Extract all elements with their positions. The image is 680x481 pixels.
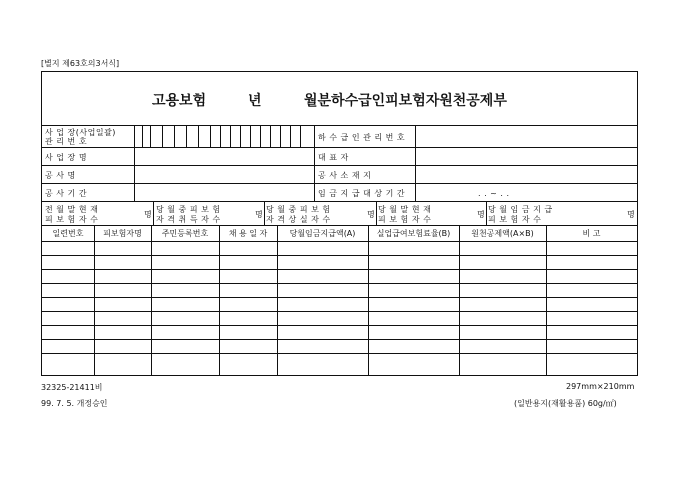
count-month-end-line1: 당 월 말 현 재 [378,205,432,214]
biz-name-field[interactable] [135,148,314,165]
count-lost-unit: 명 [367,210,376,219]
subcontractor-no-label: 하 수 급 인 관 리 번 호 [318,133,406,142]
biz-mgmt-no-field[interactable] [134,126,314,147]
form-number-label: [별지 제63호의3서식] [41,59,120,68]
representative-label: 대 표 자 [318,153,349,162]
title-year: 년 [248,93,262,109]
row-business-name [42,148,637,166]
count-acquired-line2: 자 격 취 득 자 수 [156,215,221,224]
header-withholding: 원천공제액(A×B) [471,229,534,238]
biz-name-label: 사 업 장 명 [45,153,88,162]
paper-size: 297mm×210mm [566,382,635,391]
approval-date: 99. 7. 5. 개정승인 [41,399,108,408]
construction-period-label: 공 사 기 간 [45,189,88,198]
count-prev-month-unit: 명 [144,210,153,219]
count-acquired-unit: 명 [255,210,264,219]
count-month-end-unit: 명 [477,210,486,219]
paper-spec: (일반용지(재활용품) 60g/㎡) [514,399,617,408]
count-prev-month-line2: 피 보 험 자 수 [45,215,99,224]
title-register: 월분하수급인피보험자원천공제부 [304,93,507,109]
header-hire-date: 채 용 일 자 [228,229,268,238]
count-lost-line1: 당 월 중 피 보 험 [266,205,331,214]
representative-field[interactable] [416,148,637,165]
count-paid-line1: 당 월 임 금 지 급 [488,205,553,214]
wage-period-field[interactable]: . . ~ . . [478,189,510,198]
biz-mgmt-no-label-line2: 관 리 번 호 [45,137,88,146]
wage-period-label: 임 금 지 급 대 상 기 간 [318,189,406,198]
header-resident-no: 주민등록번호 [161,229,209,238]
construction-period-field[interactable] [135,184,314,201]
count-acquired-line1: 당 월 중 피 보 험 [156,205,221,214]
row-insured-counts [42,202,637,226]
count-paid-line2: 피 보 험 자 수 [488,215,542,224]
subcontractor-no-field[interactable] [416,126,637,147]
header-monthly-wage: 당월임금지급액(A) [289,229,356,238]
deduction-register-form [41,71,638,376]
row-construction [42,166,637,184]
header-insured-name: 피보험자명 [103,229,142,238]
construction-location-field[interactable] [416,166,637,183]
count-paid-unit: 명 [627,210,636,219]
form-code: 32325-21411비 [41,383,103,392]
count-prev-month-line1: 전 월 말 현 재 [45,205,99,214]
count-month-end-line2: 피 보 험 자 수 [378,215,432,224]
count-lost-line2: 자 격 상 실 자 수 [266,215,331,224]
construction-name-field[interactable] [135,166,314,183]
construction-name-label: 공 사 명 [45,171,76,180]
row-periods [42,184,637,202]
header-serial-no: 일련번호 [52,229,84,238]
header-remarks: 비 고 [582,229,601,238]
construction-location-label: 공 사 소 재 지 [318,171,372,180]
deduction-table [42,226,637,375]
biz-mgmt-no-label-line1: 사 업 장(사업일괄) [45,128,116,137]
header-premium-rate: 실업급여보험료율(B) [376,229,451,238]
row-management-numbers [42,126,637,148]
form-title [42,72,637,126]
title-insurance: 고용보험 [152,93,207,109]
